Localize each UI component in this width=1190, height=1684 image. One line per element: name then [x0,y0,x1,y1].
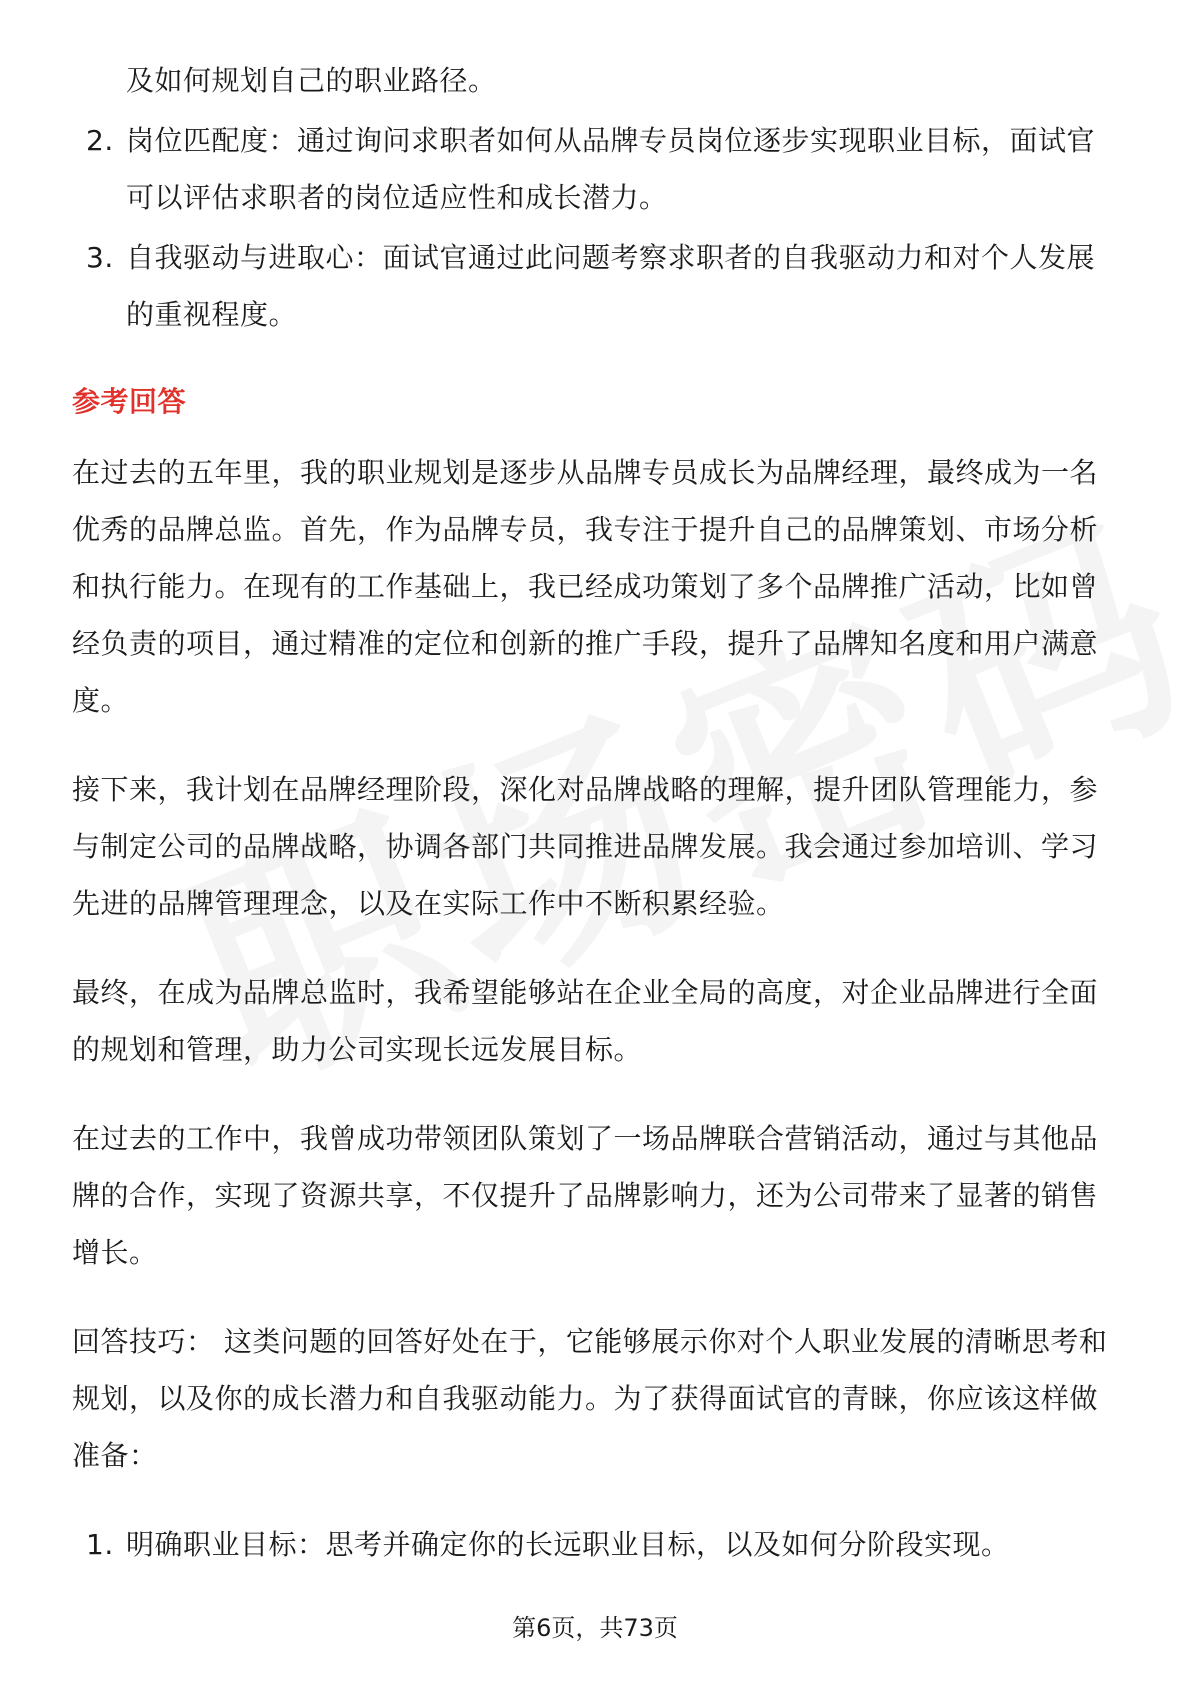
list-item [72,1516,1122,1573]
paragraph [72,1110,1122,1281]
paragraph-line: 的规划和管理，助力公司实现长远发展目标。 [72,1033,643,1066]
page-footer: 第6页，共73页 [512,1614,678,1642]
paragraph [72,1313,1122,1484]
paragraph-line: 规划，以及你的成长潜力和自我驱动能力。为了获得面试官的青睐，你应该这样做 [72,1382,1099,1415]
paragraph-line: 和执行能力。在现有的工作基础上，我已经成功策划了多个品牌推广活动，比如曾 [72,570,1099,603]
list-number: 3. [86,241,114,274]
paragraph [72,761,1122,932]
paragraph [72,964,1122,1078]
paragraph-line: 增长。 [72,1236,158,1269]
paragraph [72,444,1122,729]
paragraph-line: 与制定公司的品牌战略，协调各部门共同推进品牌发展。我会通过参加培训、学习 [72,830,1099,863]
paragraph-line: 牌的合作，实现了资源共享，不仅提升了品牌影响力，还为公司带来了显著的销售 [72,1179,1099,1212]
list-line: 可以评估求职者的岗位适应性和成长潜力。 [126,181,668,214]
page-content [72,52,1122,1576]
paragraph-line: 准备： [72,1439,158,1472]
paragraph-line: 接下来，我计划在品牌经理阶段，深化对品牌战略的理解，提升团队管理能力，参 [72,773,1099,806]
paragraph-line: 度。 [72,684,130,717]
paragraph-line: 优秀的品牌总监。首先，作为品牌专员，我专注于提升自己的品牌策划、市场分析 [72,513,1099,546]
section-heading: 参考回答 [72,385,187,418]
list-item [72,229,1122,343]
list-line: 自我驱动与进取心：面试官通过此问题考察求职者的自我驱动力和对个人发展 [126,241,1096,274]
paragraph-line: 最终，在成为品牌总监时，我希望能够站在企业全局的高度，对企业品牌进行全面 [72,976,1099,1009]
list-number: 2. [86,124,114,157]
paragraph-line: 回答技巧： 这类问题的回答好处在于，它能够展示你对个人职业发展的清晰思考和 [72,1325,1108,1358]
list-item [72,112,1122,226]
paragraph-line: 在过去的五年里，我的职业规划是逐步从品牌专员成长为品牌经理，最终成为一名 [72,456,1099,489]
paragraph-line: 先进的品牌管理理念，以及在实际工作中不断积累经验。 [72,887,785,920]
list-line: 岗位匹配度：通过询问求职者如何从品牌专员岗位逐步实现职业目标，面试官 [126,124,1096,157]
list-line: 的重视程度。 [126,298,298,331]
paragraph-line: 在过去的工作中，我曾成功带领团队策划了一场品牌联合营销活动，通过与其他品 [72,1122,1099,1155]
intro-list [72,112,1122,343]
paragraph-line: 经负责的项目，通过精准的定位和创新的推广手段，提升了品牌知名度和用户满意 [72,627,1099,660]
list-number: 1. [86,1528,114,1561]
list-line: 明确职业目标：思考并确定你的长远职业目标，以及如何分阶段实现。 [126,1528,1010,1561]
continuation-line: 及如何规划自己的职业路径。 [126,64,497,97]
tips-list [72,1516,1122,1573]
